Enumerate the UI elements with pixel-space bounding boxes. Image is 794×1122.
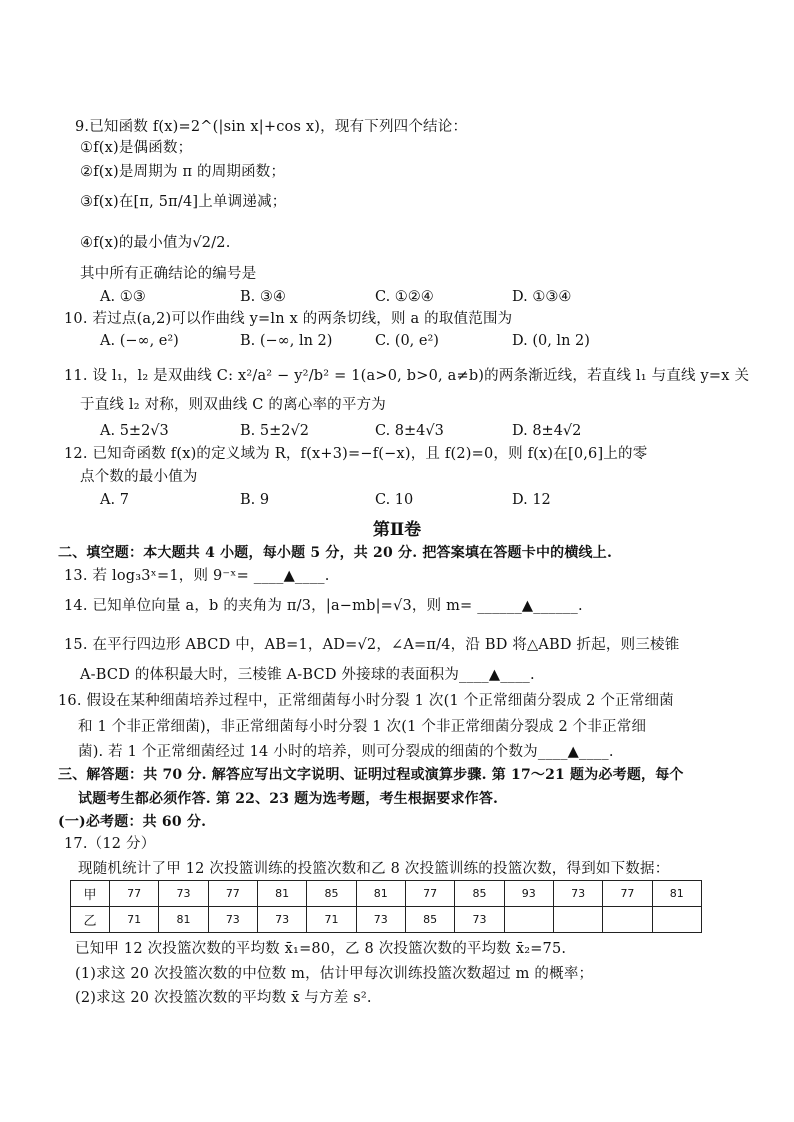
q12-option-c: C. 10 <box>375 492 414 508</box>
table-cell: 73 <box>455 907 504 933</box>
table-cell: 71 <box>110 907 159 933</box>
q15-line-2: A-BCD 的体积最大时，三棱锥 A-BCD 外接球的表面积为____▲____. <box>80 667 535 683</box>
q10-option-c: C. (0, e²) <box>375 333 439 349</box>
q16-line-2: 和 1 个非正常细菌)，非正常细菌每小时分裂 1 次(1 个非正常细菌分裂成 2 个非正常细 <box>78 719 647 735</box>
q16-line-3: 菌). 若 1 个正常细菌经过 14 小时的培养，则可分裂成的细菌的个数为____▲____. <box>78 744 614 760</box>
part3-line-2: 试题考生都必须作答. 第 22、23 题为选考题，考生根据要求作答. <box>78 791 499 807</box>
table-cell: 85 <box>455 881 504 907</box>
q9-option-a: A. ①③ <box>100 289 146 305</box>
q12-line-2: 点个数的最小值为 <box>80 469 198 485</box>
q11-option-a: A. 5±2√3 <box>100 423 169 439</box>
q9-option-d: D. ①③④ <box>512 289 572 305</box>
table-cell: 81 <box>159 907 208 933</box>
table-cell: 77 <box>208 881 257 907</box>
table-cell: 85 <box>307 881 356 907</box>
q11-line-1: 11. 设 l₁，l₂ 是双曲线 C: x²/a² − y²/b² = 1(a>0, b>0, a≠b)的两条渐近线，若直线 l₁ 与直线 y=x 关 <box>64 368 750 384</box>
table-cell: 77 <box>110 881 159 907</box>
q17-number: 17.（12 分） <box>64 836 156 852</box>
q11-line-2: 于直线 l₂ 对称，则双曲线 C 的离心率的平方为 <box>80 397 386 413</box>
q11-option-c: C. 8±4√3 <box>375 423 444 439</box>
table-cell: 81 <box>652 881 701 907</box>
q11-option-d: D. 8±4√2 <box>512 423 582 439</box>
q9-conclusion-4: ④f(x)的最小值为√2/2. <box>80 235 231 251</box>
table-row <box>71 907 702 933</box>
q12-option-a: A. 7 <box>100 492 129 508</box>
table-cell <box>553 907 602 933</box>
table-cell: 93 <box>504 881 553 907</box>
table-cell: 81 <box>257 881 306 907</box>
q17-part-2: (2)求这 20 次投篮次数的平均数 x̄ 与方差 s². <box>75 990 372 1006</box>
table-cell: 73 <box>257 907 306 933</box>
q17-given: 已知甲 12 次投篮次数的平均数 x̄₁=80，乙 8 次投篮次数的平均数 x̄₂=75. <box>75 941 567 957</box>
table-cell: 73 <box>208 907 257 933</box>
part3-line-3: (一)必考题：共 60 分. <box>58 814 207 830</box>
q9-option-b: B. ③④ <box>240 289 286 305</box>
table-cell <box>652 907 701 933</box>
q12-option-b: B. 9 <box>240 492 270 508</box>
table-cell: 81 <box>356 881 405 907</box>
data-table <box>70 880 702 933</box>
table-cell: 73 <box>553 881 602 907</box>
table-cell: 77 <box>405 881 454 907</box>
table-cell <box>504 907 553 933</box>
q12-line-1: 12. 已知奇函数 f(x)的定义域为 R，f(x+3)=−f(−x)，且 f(2)=0，则 f(x)在[0,6]上的零 <box>64 446 648 462</box>
table-cell: 73 <box>159 881 208 907</box>
q10-option-a: A. (−∞, e²) <box>100 333 179 349</box>
table-cell <box>603 907 652 933</box>
table-row <box>71 881 702 907</box>
q10-option-b: B. (−∞, ln 2) <box>240 333 333 349</box>
row-label-jia: 甲 <box>71 881 110 907</box>
q14: 14. 已知单位向量 a，b 的夹角为 π/3，|a−mb|=√3，则 m= ______▲______. <box>64 598 583 614</box>
q9-conclusion-1: ①f(x)是偶函数； <box>80 140 193 156</box>
q16-line-1: 16. 假设在某种细菌培养过程中，正常细菌每小时分裂 1 次(1 个正常细菌分裂成 2 个正常细菌 <box>58 693 674 709</box>
q15-line-1: 15. 在平行四边形 ABCD 中，AB=1，AD=√2，∠A=π/4，沿 BD 将△ABD 折起，则三棱锥 <box>64 637 680 653</box>
q10-stem: 10. 若过点(a,2)可以作曲线 y=ln x 的两条切线，则 a 的取值范围为 <box>64 311 513 327</box>
table-cell: 77 <box>603 881 652 907</box>
q17-intro: 现随机统计了甲 12 次投篮训练的投篮次数和乙 8 次投篮训练的投篮次数，得到如下数据： <box>78 861 670 877</box>
q13: 13. 若 log₃3ˣ=1，则 9⁻ˣ= ____▲____. <box>64 568 330 584</box>
q9-conclusion-2: ②f(x)是周期为 π 的周期函数； <box>80 164 286 180</box>
q10-option-d: D. (0, ln 2) <box>512 333 590 349</box>
table-cell: 71 <box>307 907 356 933</box>
q9-conclusion-3: ③f(x)在[π, 5π/4]上单调递减； <box>80 194 287 210</box>
section-title: 第Ⅱ卷 <box>372 520 422 540</box>
q9-stem: 9.已知函数 f(x)=2^(|sin x|+cos x)，现有下列四个结论： <box>75 119 468 135</box>
q9-option-c: C. ①②④ <box>375 289 434 305</box>
table-cell: 85 <box>405 907 454 933</box>
row-label-yi: 乙 <box>71 907 110 933</box>
part3-line-1: 三、解答题：共 70 分. 解答应写出文字说明、证明过程或演算步骤. 第 17～21 题为必考题，每个 <box>58 767 684 783</box>
table-cell: 73 <box>356 907 405 933</box>
q9-ask: 其中所有正确结论的编号是 <box>80 266 257 282</box>
part2-header: 二、填空题：本大题共 4 小题，每小题 5 分，共 20 分. 把答案填在答题卡中的横线上. <box>58 545 613 561</box>
q12-option-d: D. 12 <box>512 492 551 508</box>
q11-option-b: B. 5±2√2 <box>240 423 309 439</box>
q17-part-1: (1)求这 20 次投篮次数的中位数 m，估计甲每次训练投篮次数超过 m 的概率； <box>75 966 594 982</box>
